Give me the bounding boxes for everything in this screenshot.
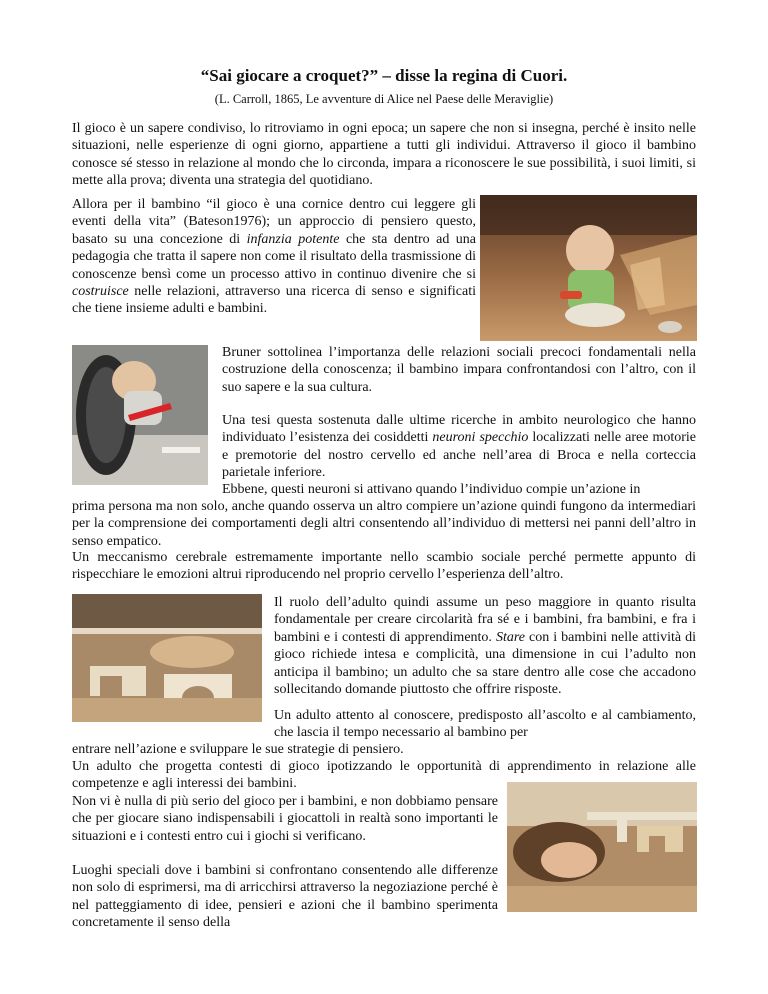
- document-subtitle: (L. Carroll, 1865, Le avventure di Alice nel Paese delle Meraviglie): [214, 92, 554, 106]
- paragraph-6: Un meccanismo cerebrale estremamente importante nello scambio sociale perché permette appunto di rispecchiare le emozioni altrui riproducendo nel proprio cervello l’esperienza dell’altro.: [72, 550, 696, 583]
- paragraph-8-first-lines: Un adulto attento al conoscere, predisposto all’ascolto e al cambiamento, che lascia il tempo necessario al bambino per: [274, 708, 696, 741]
- photo-child-with-wooden-blocks: [72, 594, 262, 722]
- paragraph-1: Il gioco è un sapere condiviso, lo ritroviamo in ogni epoca; un sapere che non si insegna, perché è insito nelle situazioni, nelle esperienze di ogni giorno, appartiene a tutti gli individui. Attraverso il gioco il bambino conosce sé stesso in relazione al mondo che lo circonda, impara a riconoscere le sue possibilità, i suoi limiti, si mette alla prova; diventa una strategia del quotidiano.: [72, 121, 696, 189]
- paragraph-4: Una tesi questa sostenuta dalle ultime ricerche in ambito neurologico che hanno individuato l’esistenza dei cosiddetti neuroni specchio localizzati nelle aree motorie e premotorie del nostro cervello ed anche nell’area di Broca e nella corteccia parietale inferiore.: [222, 413, 696, 481]
- photo-child-with-toy: [72, 345, 208, 485]
- paragraph-9: Un adulto che progetta contesti di gioco ipotizzando le opportunità di apprendimento in relazione alle competenze e agli interessi dei bambini.: [72, 759, 696, 792]
- document-title: “Sai giocare a croquet?” – disse la regina di Cuori.: [200, 66, 568, 85]
- photo-baby-sitting-on-floor: [480, 195, 697, 341]
- paragraph-2: Allora per il bambino “il gioco è una cornice dentro cui leggere gli eventi della vita” (Bateson1976); un approccio di pensiero questo, basato su una concezione di infanzia potente che sta dentro ad una pedagogia che tratta il sapere non come il risultato della trasmissione di conoscenze bensì come un processo attivo in continuo divenire che si costruisce nelle relazioni, attraverso una ricerca di senso e significati che tiene insieme adulti e bambini.: [72, 197, 477, 317]
- paragraph-10: Non vi è nulla di più serio del gioco per i bambini, e non dobbiamo pensare che per giocare siano indispensabili i giocattoli in realtà sono importanti le situazioni e i contesti entro cui i giochi si verificano.: [72, 794, 498, 844]
- paragraph-5-first-line: Ebbene, questi neuroni si attivano quando l’individuo compie un’azione in: [222, 482, 641, 497]
- paragraph-3: Bruner sottolinea l’importanza delle relazioni sociali precoci fondamentali nella costruzione della conoscenza; il bambino impara confrontandosi con l’altro, con il suo sapere e la sua cultura.: [222, 345, 696, 395]
- paragraph-5: prima persona ma non solo, anche quando osserva un altro compiere un’azione quindi fungono da intermediari per la comprensione dei comportamenti degli altri consentendo all’individuo di mettersi nei panni dell’altro in senso empatico.: [72, 499, 696, 549]
- paragraph-11: Luoghi speciali dove i bambini si confrontano consentendo alle differenze non solo di esprimersi, ma di arricchirsi attraverso la negoziazione perché è nel patteggiamento di idee, pensieri e azioni che il bambino sperimenta concretamente il senso della: [72, 863, 498, 931]
- paragraph-7: Il ruolo dell’adulto quindi assume un peso maggiore in quanto risulta fondamentale per creare circolarità fra sé e i bambini, fra bambini, e fra i bambini e i contesti di apprendimento. Stare con i bambini nelle attività di gioco richiede intesa e complicità, una dimensione in cui l’adulto non anticipa il bambino; un adulto che sa stare dentro alle cose che accadono sollecitando domande piuttosto che offrire risposte.: [274, 595, 696, 698]
- photo-child-lying-with-blocks: [507, 782, 697, 912]
- paragraph-8: entrare nell’azione e sviluppare le sue strategie di pensiero.: [72, 742, 404, 757]
